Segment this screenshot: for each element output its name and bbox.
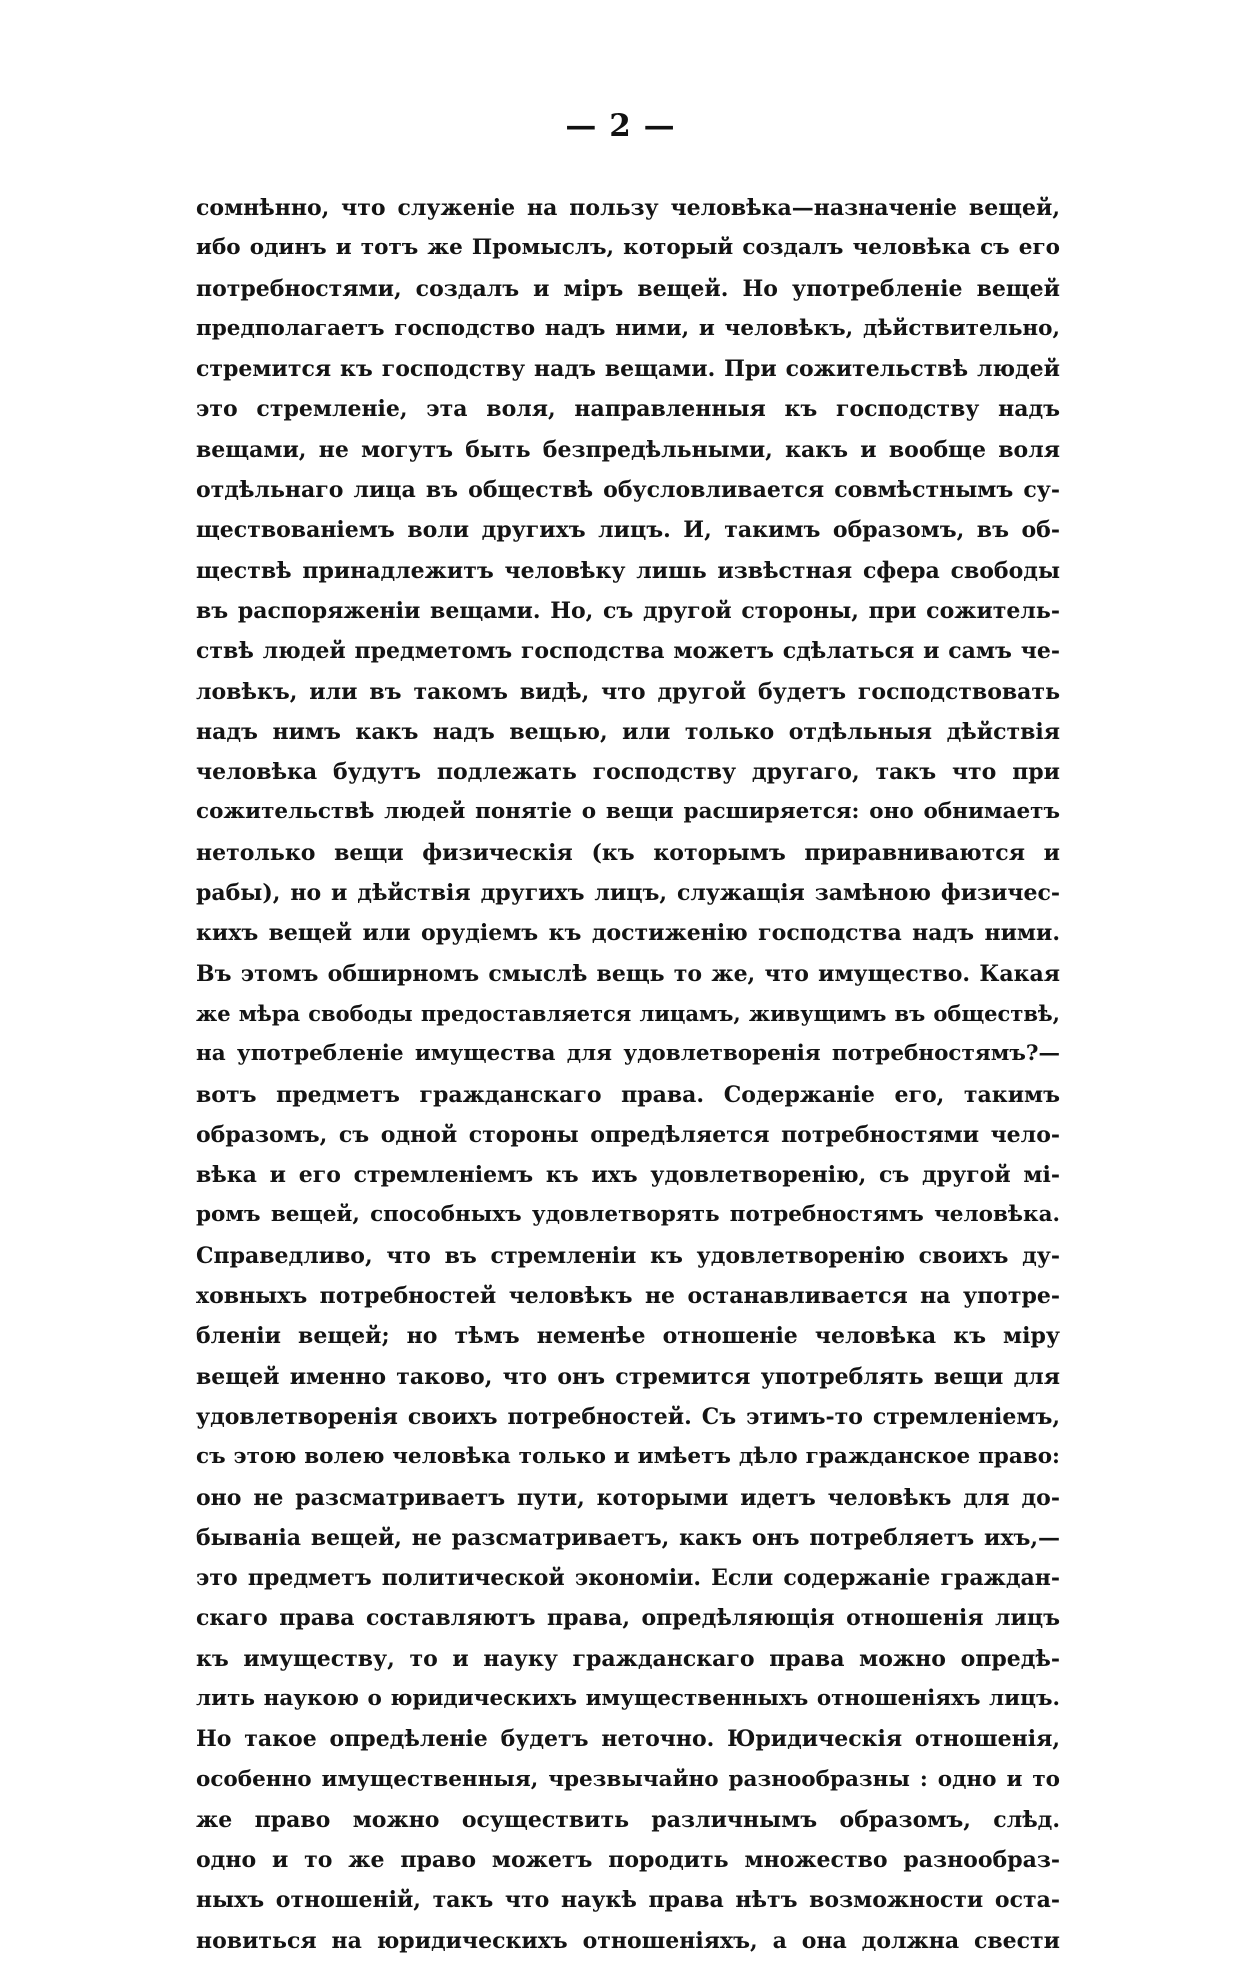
text-line: ныхъ отношеній, такъ что наукѣ права нѣтъ возможности оста-	[196, 1887, 1060, 1914]
text-line: новиться на юридическихъ отношеніяхъ, а она должна свести	[196, 1927, 1060, 1954]
text-line: Но такое опредѣленіе будетъ неточно. Юридическія отношенія,	[196, 1726, 1060, 1753]
text-line: съ этою волею человѣка только и имѣетъ дѣло гражданское право:	[196, 1444, 1060, 1470]
text-line: нетолько вещи физическія (къ которымъ приравниваются и	[196, 839, 1060, 866]
text-line: это предметъ политической экономіи. Если содержаніе граждан-	[196, 1565, 1060, 1592]
text-line: ловѣкъ, или въ такомъ видѣ, что другой будетъ господствовать	[196, 678, 1060, 705]
text-line: вещей именно таково, что онъ стремится употреблять вещи для	[196, 1363, 1060, 1390]
text-line: стремится къ господству надъ вещами. При сожительствѣ людей	[196, 356, 1060, 383]
text-line: скаго права составляютъ права, опредѣляющія отношенія лицъ	[196, 1605, 1060, 1632]
text-line: образомъ, съ одной стороны опредѣляется потребностями чело-	[196, 1121, 1060, 1148]
text-line: кихъ вещей или орудіемъ къ достиженію господства надъ ними.	[196, 920, 1060, 947]
text-line: ромъ вещей, способныхъ удовлетворять потребностямъ человѣка.	[196, 1202, 1060, 1228]
text-line: Справедливо, что въ стремленіи къ удовлетворенію своихъ ду-	[196, 1242, 1060, 1269]
text-line: лить наукою о юридическихъ имущественныхъ отношеніяхъ лицъ.	[196, 1685, 1060, 1711]
text-line: же право можно осуществить различнымъ образомъ, слѣд.	[196, 1806, 1060, 1833]
text-line: удовлетворенія своихъ потребностей. Съ этимъ-то стремленіемъ,	[196, 1403, 1060, 1430]
text-line: одно и то же право можетъ породить множество разнообраз-	[196, 1847, 1060, 1874]
text-line: ховныхъ потребностей человѣкъ не останавливается на употре-	[196, 1283, 1060, 1310]
text-line: бываніа вещей, не разсматриваетъ, какъ онъ потребляетъ ихъ,—	[196, 1524, 1060, 1551]
text-line: особенно имущественныя, чрезвычайно разнообразны : одно и то	[196, 1766, 1060, 1792]
text-line: сожительствѣ людей понятіе о вещи расширяется: оно обнимаетъ	[196, 799, 1060, 825]
text-line: предполагаетъ господство надъ ними, и человѣкъ, дѣйствительно,	[196, 315, 1060, 341]
text-line: къ имуществу, то и науку гражданскаго права можно опредѣ-	[196, 1645, 1060, 1672]
text-line: вотъ предметъ гражданскаго права. Содержаніе его, такимъ	[196, 1081, 1060, 1108]
text-line: вѣка и его стремленіемъ къ ихъ удовлетворенію, съ другой мі-	[196, 1162, 1060, 1189]
text-line: сомнѣнно, что служеніе на пользу человѣка—назначеніе вещей,	[196, 195, 1060, 221]
text-line: отдѣльнаго лица въ обществѣ обусловливается совмѣстнымъ су-	[196, 477, 1060, 504]
text-line: ществованіемъ воли другихъ лицъ. И, такимъ образомъ, въ об-	[196, 517, 1060, 544]
text-line: рабы), но и дѣйствія другихъ лицъ, служащія замѣною физичес-	[196, 880, 1060, 907]
body-text	[196, 188, 1060, 1961]
text-line: это стремленіе, эта воля, направленныя къ господству надъ	[196, 396, 1060, 423]
text-line: человѣка будутъ подлежать господству другаго, такъ что при	[196, 759, 1060, 786]
text-line: вещами, не могутъ быть безпредѣльными, какъ и вообще воля	[196, 436, 1060, 463]
text-line: Въ этомъ обширномъ смыслѣ вещь то же, что имущество. Какая	[196, 960, 1060, 987]
text-line: же мѣра свободы предоставляется лицамъ, живущимъ въ обществѣ,	[196, 1000, 1060, 1026]
page-number: — 2 —	[565, 108, 676, 144]
text-line: потребностями, создалъ и міръ вещей. Но употребленіе вещей	[196, 275, 1060, 302]
text-line: на употребленіе имущества для удовлетворенія потребностямъ?—	[196, 1041, 1060, 1067]
text-line: ибо одинъ и тотъ же Промыслъ, который создалъ человѣка съ его	[196, 235, 1060, 261]
text-line: надъ нимъ какъ надъ вещью, или только отдѣльныя дѣйствія	[196, 718, 1060, 745]
text-line: ществѣ принадлежитъ человѣку лишь извѣстная сфера свободы	[196, 557, 1060, 584]
text-line: ствѣ людей предметомъ господства можетъ сдѣлаться и самъ че-	[196, 638, 1060, 665]
text-line: въ распоряженіи вещами. Но, съ другой стороны, при сожитель-	[196, 597, 1060, 624]
text-line: бленіи вещей; но тѣмъ неменѣе отношеніе человѣка къ міру	[196, 1323, 1060, 1350]
text-line: оно не разсматриваетъ пути, которыми идетъ человѣкъ для до-	[196, 1484, 1060, 1511]
